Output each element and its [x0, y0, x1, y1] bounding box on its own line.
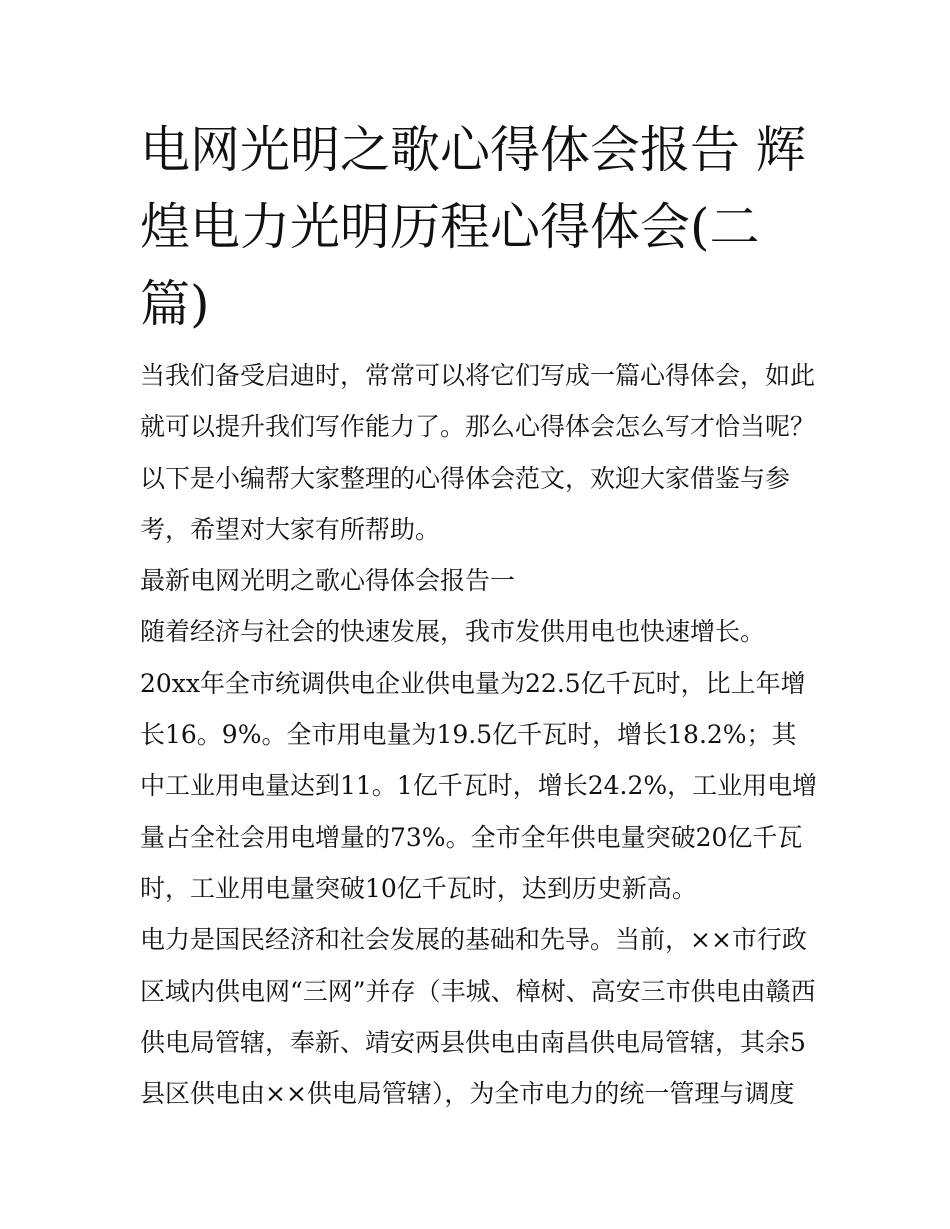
document-title: 电网光明之歌心得体会报告 辉煌电力光明历程心得体会(二篇) — [140, 121, 806, 333]
intro-paragraph: 当我们备受启迪时，常常可以将它们写成一篇心得体会，如此就可以提升我们写作能力了。那么心得体会怎么写才恰当呢？以下是小编帮大家整理的心得体会范文，欢迎大家借鉴与参考，希望对大家有所帮助。 — [140, 361, 816, 544]
section-heading: 最新电网光明之歌心得体会报告一 — [140, 566, 516, 596]
body-paragraph: 随着经济与社会的快速发展，我市发供用电也快速增长。20xx年全市统调供电企业供电量为22.5亿千瓦时，比上年增长16。9%。全市用电量为19.5亿千瓦时，增长18.2%；其中工业用电量达到11。1亿千瓦时，增长24.2%，工业用电增量占全社会用电增量的73%。全市全年供电量突破20亿千瓦时，工业用电量突破10亿千瓦时，达到历史新高。 — [140, 617, 818, 903]
body-paragraph: 电力是国民经济和社会发展的基础和先导。当前，××市行政区域内供电网“三网”并存（丰城、樟树、高安三市供电由赣西供电局管辖，奉新、靖安两县供电由南昌供电局管辖，其余5县区供电由××供电局管辖），为全市电力的统一管理与调度 — [140, 925, 816, 1109]
document-body — [140, 350, 820, 1119]
